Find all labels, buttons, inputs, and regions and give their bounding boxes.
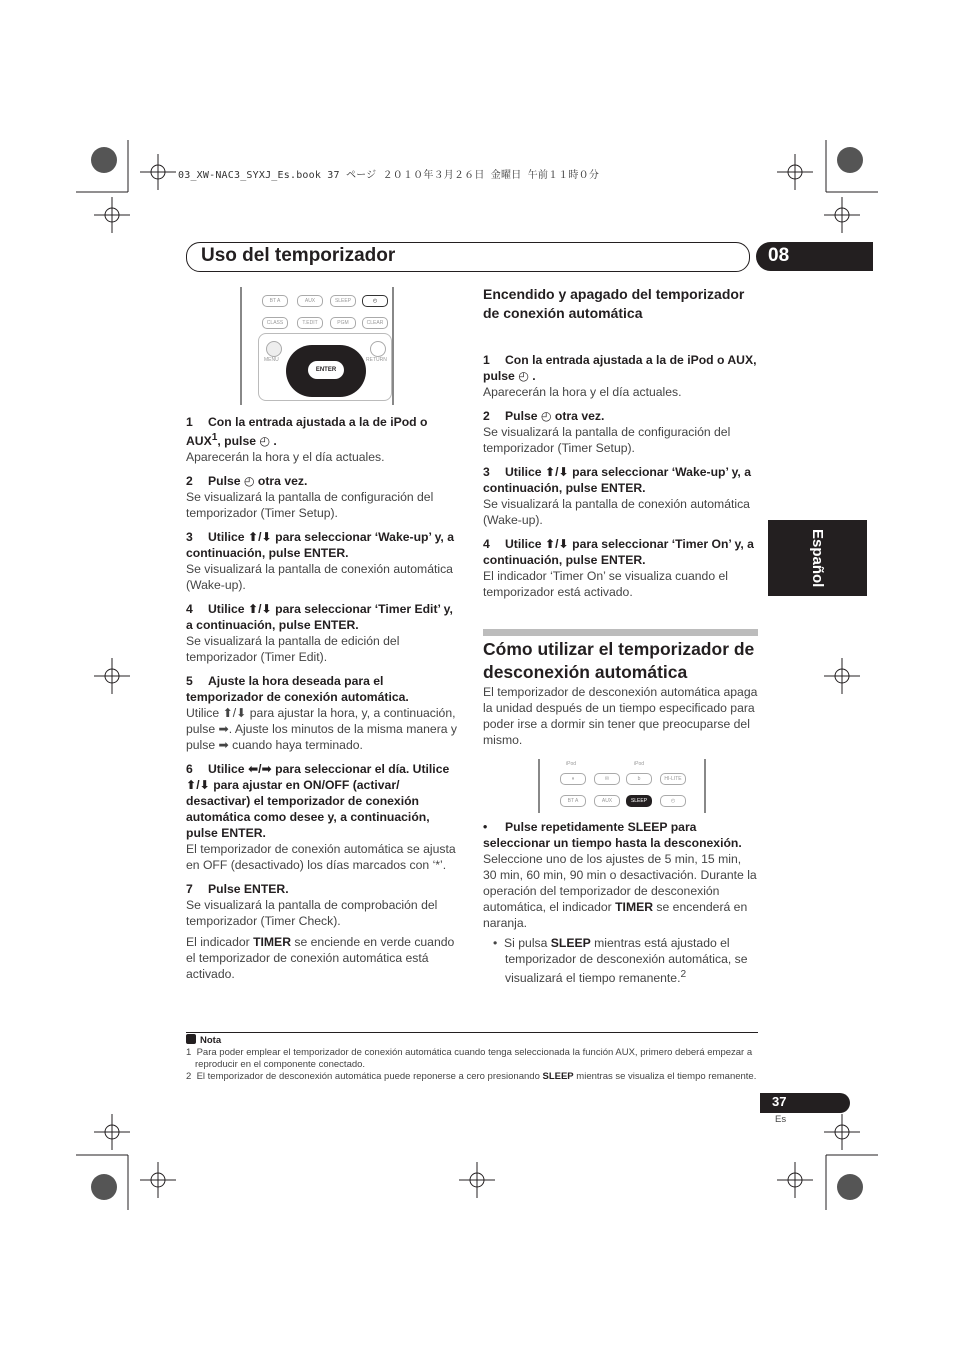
section-intro: El temporizador de desconexión automática apaga la unidad después de un tiempo especificado para poder irse a dormir sin tener que preocuparse del mismo. [483,685,758,747]
page-language: Es [775,1114,787,1125]
step-body: Aparecerán la hora y el día actuales. [186,450,385,465]
bullet-title: • Pulse repetidamente SLEEP para seleccionar un tiempo hasta la desconexión. [483,820,742,850]
language-label: Español [809,528,826,588]
ipod-label: iPod [634,761,645,767]
remote-button: ⏸ [560,773,586,785]
notes-divider [186,1032,758,1033]
remote-button: HI-LITE [660,773,686,785]
color-target-icon [837,1174,863,1200]
step-3 [186,529,461,593]
crosshair-icon [777,1162,813,1198]
remote-button: b [626,773,652,785]
step-2 [186,473,461,521]
step-title: 4 Utilice ⬆/⬇ para seleccionar ‘Timer Edit’ y, a continuación, pulse ENTER. [186,602,453,633]
remote-button: CLASS [262,317,288,329]
return-button [370,341,386,357]
remote-button: CLEAR [362,317,388,329]
crosshair-icon [94,658,130,694]
crosshair-icon [824,1114,860,1150]
file-header: 03_XW-NAC3_SYXJ_Es.book 37 ページ ２０１０年３月２６日 金曜日 午前１１時０分 [178,170,600,181]
note-icon [186,1034,196,1044]
crosshair-icon [94,1114,130,1150]
step-title: 4 Utilice ⬆/⬇ para seleccionar ‘Timer On’ y, a continuación, pulse ENTER. [483,537,754,567]
step-body: Se visualizará la pantalla de configuración del temporizador (Timer Setup). [186,490,434,521]
step-4 [186,601,461,665]
step-6 [186,761,461,873]
step-body: El indicador ‘Timer On’ se visualiza cuando el temporizador está activado. [483,569,728,599]
enter-button: ENTER [308,361,344,379]
color-target-icon [837,147,863,173]
remote-button: SLEEP [330,295,356,307]
step-title: 2 Pulse ◴ otra vez. [483,409,605,423]
crosshair-icon [777,154,813,190]
remote-button: T.EDIT [297,317,323,329]
page-number: 37 [772,1094,787,1109]
crosshair-icon [824,197,860,233]
chapter-tab [756,242,873,271]
sleep-instructions [483,819,758,986]
chapter-title: Uso del temporizador [201,245,396,266]
step-title: 5 Ajuste la hora deseada para el temporizador de conexión automática. [186,674,409,705]
sleep-button: SLEEP [626,795,652,807]
note-item: 1 Para poder emplear el temporizador de conexión automática cuando tenga seleccionada la función AUX, primero deberá empezar a reproducir en el componente conectado. [186,1047,753,1070]
chapter-title-bar [186,242,750,272]
bullet-body: Seleccione uno de los ajustes de 5 min, 15 min, 30 min, 60 min, 90 min o desactivación. Durante la operación del temporizador de desconexión automática, el indicador TIMER se encenderá en naranja. [483,852,757,930]
remote-button: ◴ [660,795,686,807]
step-2 [483,408,758,456]
step-5 [186,673,461,753]
note-header: Nota [186,1034,758,1047]
ipod-label: iPod [566,761,577,767]
section-title: Cómo utilizar el temporizador de desconexión automática [483,639,755,682]
step-1 [483,352,758,400]
step-body: Se visualizará la pantalla de conexión automática (Wake-up). [483,497,750,527]
crosshair-icon [824,658,860,694]
sub-bullet: • Si pulsa SLEEP mientras está ajustado el temporizador de desconexión automática, se visualizará el tiempo remanente.$^2$ [493,936,748,986]
step-body: El temporizador de conexión automática se ajusta en OFF (desactivado) los días marcados con ‘*’. [186,842,456,873]
remote-button: PGM [330,317,356,329]
step-title: 6 Utilice ⬅/➡ para seleccionar el día. Utilice ⬆/⬇ para ajustar en ON/OFF (activar/ desactivar) el temporizador de conexión automática como desee y, a continuación, pulse ENTER. [186,762,450,841]
crosshair-icon [459,1162,495,1198]
step-body: Se visualizará la pantalla de conexión automática (Wake-up). [186,562,453,593]
crosshair-icon [94,197,130,233]
menu-button [266,341,282,357]
language-tab [768,520,867,596]
remote-button: AUX [297,295,323,307]
timer-indicator-note: El indicador TIMER se enciende en verde cuando el temporizador de conexión automática está activado. [186,935,455,982]
remote-button: BT A [560,795,586,807]
subsection-title: Encendido y apagado del temporizador de conexión automática [483,286,745,321]
step-title: 3 Utilice ⬆/⬇ para seleccionar ‘Wake-up’ y, a continuación, pulse ENTER. [186,530,454,561]
step-7 [186,881,461,929]
step-body: Se visualizará la pantalla de configuración del temporizador (Timer Setup). [483,425,731,455]
left-column [186,414,461,982]
note-item: 2 El temporizador de desconexión automática puede reponerse a cero presionando SLEEP mientras se visualiza el tiempo remanente. [186,1071,757,1082]
remote-button: AUX [594,795,620,807]
timer-button: ◴ [362,295,388,307]
remote-illustration-bottom [538,759,706,813]
crosshair-icon [140,1162,176,1198]
step-title: 3 Utilice ⬆/⬇ para seleccionar ‘Wake-up’ y, a continuación, pulse ENTER. [483,465,751,495]
remote-illustration-top [240,287,394,405]
section-divider [483,629,758,636]
return-label: RETURN [366,357,387,363]
step-title: 7 Pulse ENTER. [186,882,289,897]
chapter-number: 08 [768,245,790,266]
crosshair-icon [140,154,176,190]
remote-button: BT A [262,295,288,307]
step-1 [186,414,461,465]
color-target-icon [91,1174,117,1200]
color-target-icon [91,147,117,173]
step-title: 1 Con la entrada ajustada a la de iPod o AUX$^1$, pulse ◴ . [186,415,428,449]
right-column-steps [483,352,758,600]
step-body: Utilice ⬆/⬇ para ajustar la hora, y, a continuación, pulse ➡. Ajuste los minutos de la misma manera y pulse ➡ cuando haya terminado. [186,706,458,753]
step-body: Se visualizará la pantalla de edición del temporizador (Timer Edit). [186,634,400,665]
page-number-tab [760,1093,850,1113]
remote-button: ✉ [594,773,620,785]
menu-label: MENU [264,357,279,363]
step-3 [483,464,758,528]
notes-block [186,1034,758,1083]
step-4 [483,536,758,600]
step-title: 1 Con la entrada ajustada a la de iPod o AUX, pulse ◴ . [483,353,757,383]
step-title: 2 Pulse ◴ otra vez. [186,474,308,489]
step-body: Se visualizará la pantalla de comprobación del temporizador (Timer Check). [186,898,438,929]
step-body: Aparecerán la hora y el día actuales. [483,385,682,399]
